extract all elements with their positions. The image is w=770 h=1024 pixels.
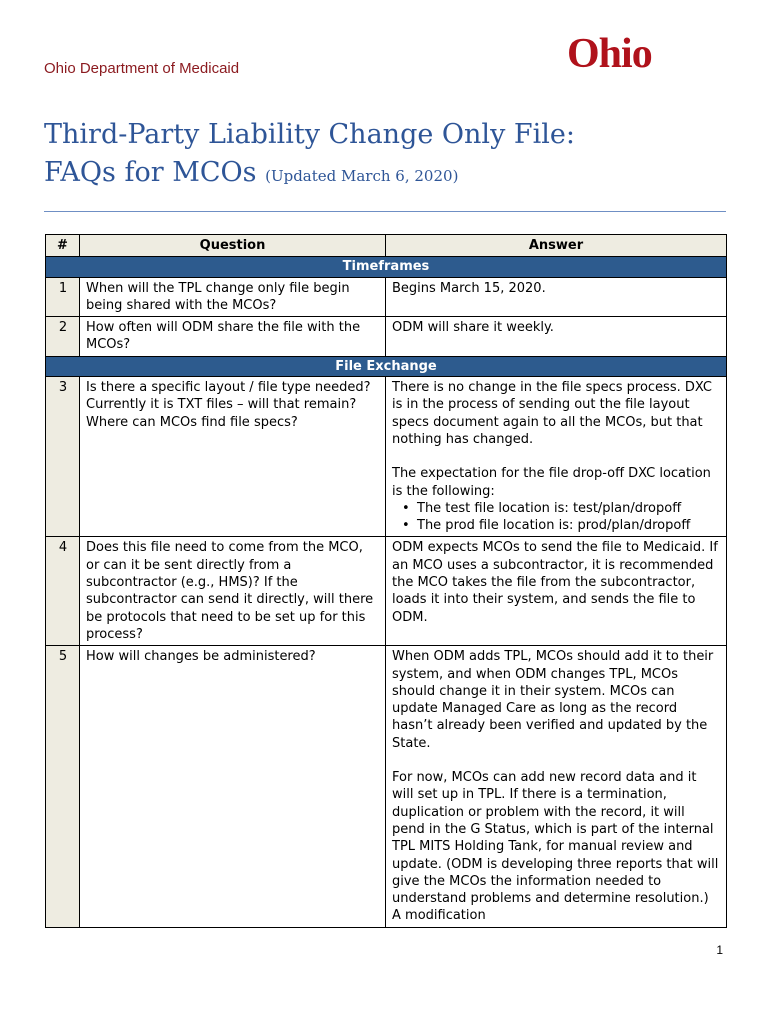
row-number: 3 (46, 377, 80, 537)
bullet-list (392, 500, 721, 535)
table-row (46, 377, 727, 537)
row-number: 4 (46, 537, 80, 646)
row-question: How will changes be administered? (80, 646, 386, 927)
table-row (46, 537, 727, 646)
row-question: How often will ODM share the file with the MCOs? (80, 317, 386, 357)
row-question: Does this file need to come from the MCO, or can it be sent directly from a subcontractor (e.g., HMS)? If the subcontractor can send it directly, will there be protocols that need to be set up for this process? (80, 537, 386, 646)
answer-paragraph: When ODM adds TPL, MCOs should add it to their system, and when ODM changes TPL, MCOs should change it in their system. MCOs can update Managed Care as long as the record hasn’t already been verified and updated by the State. (392, 649, 714, 751)
answer-paragraph: The expectation for the file drop-off DXC location is the following: (392, 466, 711, 499)
row-answer (386, 646, 727, 927)
header-answer: Answer (386, 235, 727, 257)
ohio-logo-text: Ohio (567, 31, 652, 77)
row-number: 5 (46, 646, 80, 927)
bullet-item: • The test file location is: test/plan/dropoff (392, 500, 721, 517)
bullet-item: • The prod file location is: prod/plan/dropoff (392, 517, 721, 534)
table-header-row (46, 235, 727, 257)
answer-paragraph: For now, MCOs can add new record data and it will set up in TPL. If there is a termination, duplication or problem with the record, it will pend in the G Status, which is part of the internal TPL MITS Holding Tank, for manual review and update. (ODM is developing three reports that will give the MCOs the information needed to understand problems and determine resolution.) A modification (392, 770, 719, 924)
ohio-logo (567, 30, 652, 78)
section-title: File Exchange (46, 356, 727, 376)
faq-table (45, 234, 727, 928)
title-updated-date: (Updated March 6, 2020) (265, 167, 459, 185)
paragraph-gap (392, 752, 721, 769)
title-faqs: FAQs for MCOs (44, 157, 257, 188)
header-number: # (46, 235, 80, 257)
section-row-file-exchange (46, 356, 727, 376)
answer-paragraph: There is no change in the file specs process. DXC is in the process of sending out the file layout specs document again to all the MCOs, but that nothing has changed. (392, 380, 712, 447)
paragraph-gap (392, 448, 721, 465)
row-number: 2 (46, 317, 80, 357)
row-answer (386, 377, 727, 537)
table-row (46, 317, 727, 357)
row-answer: ODM expects MCOs to send the file to Medicaid. If an MCO uses a subcontractor, it is recommended the MCO takes the file from the subcontractor, loads it into their system, and sends the file to ODM. (386, 537, 727, 646)
document-title (44, 116, 575, 195)
row-question: When will the TPL change only file begin being shared with the MCOs? (80, 277, 386, 317)
section-title: Timeframes (46, 257, 727, 277)
row-question: Is there a specific layout / file type needed? Currently it is TXT files – will that remain? Where can MCOs find file specs? (80, 377, 386, 537)
row-number: 1 (46, 277, 80, 317)
section-row-timeframes (46, 257, 727, 277)
table-row (46, 277, 727, 317)
department-name: Ohio Department of Medicaid (44, 60, 240, 77)
row-answer: ODM will share it weekly. (386, 317, 727, 357)
title-divider (44, 211, 726, 212)
page-number: 1 (716, 943, 723, 957)
table-row (46, 646, 727, 927)
title-line-1: Third-Party Liability Change Only File: (44, 119, 575, 150)
title-line-2 (44, 154, 575, 195)
row-answer: Begins March 15, 2020. (386, 277, 727, 317)
header-question: Question (80, 235, 386, 257)
